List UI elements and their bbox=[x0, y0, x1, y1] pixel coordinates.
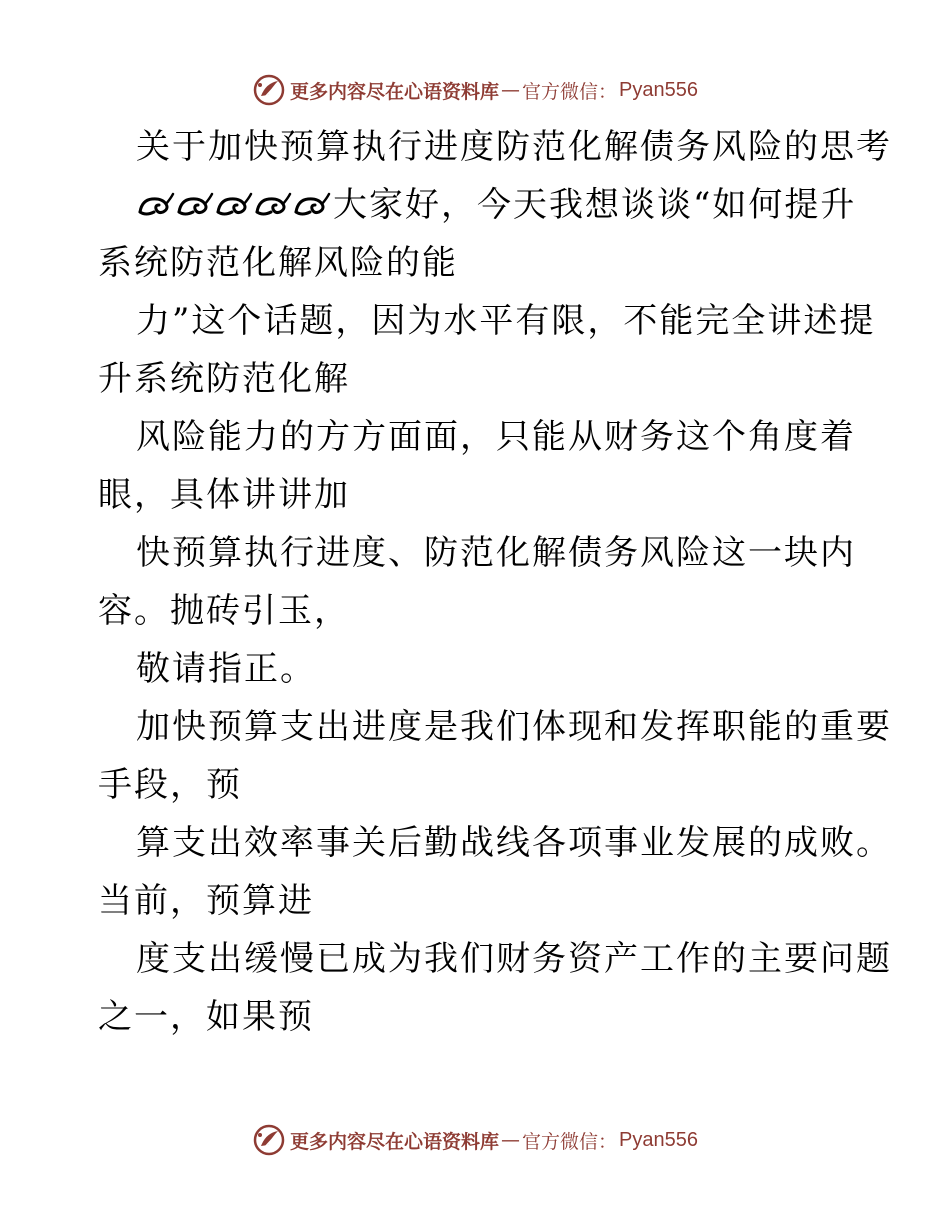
watermark-text: 更多内容尽在心语资料库 bbox=[290, 1130, 500, 1153]
document-line bbox=[98, 756, 858, 814]
document-line bbox=[98, 930, 892, 988]
document-line-text: 力”这个话题，因为水平有限，不能完全讲述提 bbox=[136, 301, 876, 341]
document-body bbox=[98, 118, 892, 1046]
document-line bbox=[98, 640, 858, 698]
ornament-icon bbox=[175, 190, 214, 220]
document-line bbox=[98, 814, 892, 872]
watermark-id: Pyan556 bbox=[619, 1128, 698, 1151]
document-line-text: 加快预算支出进度是我们体现和发挥职能的重要 bbox=[136, 707, 892, 747]
document-line-text: 容。抛砖引玉， bbox=[98, 591, 350, 631]
document-line-text: 手段，预 bbox=[98, 765, 242, 805]
document-line-text: 当前，预算进 bbox=[98, 881, 314, 921]
document-line bbox=[98, 176, 858, 234]
document-line-text: 算支出效率事关后勤战线各项事业发展的成败。 bbox=[136, 823, 892, 863]
document-line bbox=[98, 118, 892, 176]
watermark-separator: — bbox=[501, 1129, 521, 1151]
watermark-id: Pyan556 bbox=[619, 78, 698, 101]
document-line-text: 关于加快预算执行进度防范化解债务风险的思考 bbox=[136, 127, 892, 167]
document-line bbox=[98, 350, 858, 408]
header-watermark bbox=[0, 70, 950, 110]
document-line-text: 眼，具体讲讲加 bbox=[98, 475, 350, 515]
document-line bbox=[98, 234, 858, 292]
ornament-group bbox=[136, 190, 331, 220]
brand-logo-icon bbox=[252, 73, 286, 107]
document-line-text: 大家好，今天我想谈谈“如何提升 bbox=[333, 185, 857, 225]
document-line bbox=[98, 582, 858, 640]
document-line bbox=[98, 872, 858, 930]
document-line bbox=[98, 408, 858, 466]
ornament-icon bbox=[136, 190, 175, 220]
footer-watermark bbox=[0, 1120, 950, 1160]
document-line-text: 之一，如果预 bbox=[98, 997, 314, 1037]
watermark-label: 官方微信： bbox=[522, 1130, 618, 1153]
ornament-icon bbox=[253, 190, 292, 220]
document-line bbox=[98, 988, 858, 1046]
document-line-text: 快预算执行进度、防范化解债务风险这一块内 bbox=[136, 533, 856, 573]
document-line-text: 风险能力的方方面面，只能从财务这个角度着 bbox=[136, 417, 856, 457]
document-line-text: 敬请指正。 bbox=[136, 649, 316, 689]
document-line bbox=[98, 698, 892, 756]
brand-logo-icon bbox=[252, 1123, 286, 1157]
document-line bbox=[98, 466, 858, 524]
document-line-text: 升系统防范化解 bbox=[98, 359, 350, 399]
document-line bbox=[98, 292, 876, 350]
ornament-icon bbox=[292, 190, 331, 220]
watermark-label: 官方微信： bbox=[522, 80, 618, 103]
document-line-text: 度支出缓慢已成为我们财务资产工作的主要问题 bbox=[136, 939, 892, 979]
document-line bbox=[98, 524, 858, 582]
watermark-separator: — bbox=[501, 79, 521, 101]
ornament-icon bbox=[214, 190, 253, 220]
watermark-text: 更多内容尽在心语资料库 bbox=[290, 80, 500, 103]
document-line-text: 系统防范化解风险的能 bbox=[98, 243, 458, 283]
